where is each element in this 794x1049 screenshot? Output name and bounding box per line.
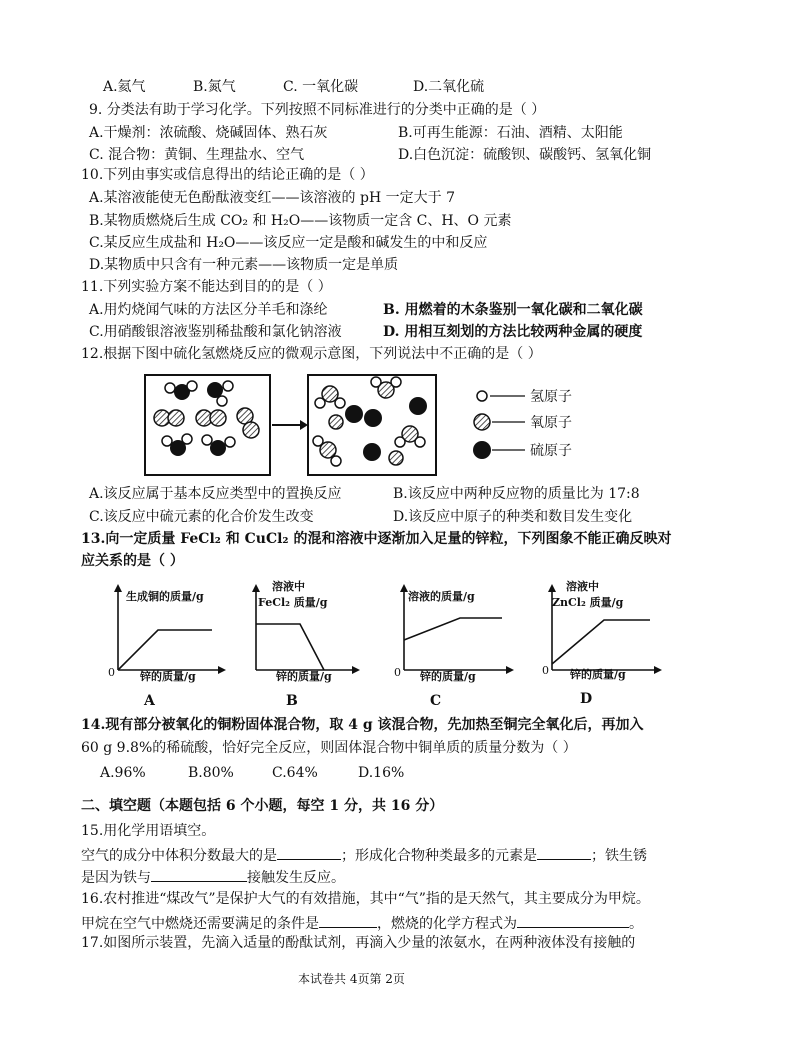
q11-option-c: C.用硝酸银溶液鉴别稀盐酸和氯化钠溶液: [89, 324, 342, 340]
page-footer: 本试卷共 4页第 2页: [298, 972, 405, 986]
legend-oxygen-symbol: [474, 414, 490, 430]
q14-option-d: D.16%: [358, 765, 405, 781]
q10-option-a: A.某溶液能使无色酚酞液变红——该溶液的 pH 一定大于 7: [89, 190, 455, 206]
graph-a-line: [118, 630, 212, 670]
q15-stem: 15.用化学用语填空。: [81, 823, 216, 839]
graph-a-letter: A: [144, 693, 155, 709]
legend-oxygen-label: 氧原子: [530, 415, 572, 431]
graph-b-line: [256, 624, 324, 670]
graph-d-xlabel: 锌的质量/g: [570, 668, 626, 681]
q13-stem-line1: 13.向一定质量 FeCl₂ 和 CuCl₂ 的混和溶液中逐渐加入足量的锌粒，下列图象不能正确反映对: [81, 531, 672, 547]
graph-d-origin: 0: [542, 664, 549, 677]
q15-blank-3[interactable]: [151, 867, 247, 882]
q12-option-d: D.该反应中原子的种类和数目发生变化: [393, 509, 633, 525]
q11-option-d: D. 用相互刻划的方法比较两种金属的硬度: [383, 324, 643, 340]
graph-c-line: [404, 618, 502, 640]
q12-option-c: C.该反应中硫元素的化合价发生改变: [89, 509, 314, 525]
q15-blank-2[interactable]: [537, 845, 591, 860]
graph-d-line: [552, 620, 650, 664]
graph-b-xlabel: 锌的质量/g: [276, 670, 332, 683]
q9-option-b: B.可再生能源：石油、酒精、太阳能: [398, 125, 623, 141]
legend-sulfur-label: 硫原子: [530, 443, 572, 459]
q9-option-d: D.白色沉淀：硫酸钡、碳酸钙、氢氧化铜: [398, 147, 652, 163]
graph-a-origin: 0: [108, 666, 115, 679]
q14-option-a: A.96%: [100, 765, 146, 781]
q14-stem-line2: 60 g 9.8%的稀硫酸，恰好完全反应，则固体混合物中铜单质的质量分数为（ ）: [81, 740, 577, 756]
q9-option-c: C. 混合物：黄铜、生理盐水、空气: [89, 147, 305, 163]
q16-line2: 甲烷在空气中燃烧还需要满足的条件是 ，燃烧的化学方程式为 。: [81, 913, 643, 933]
q10-stem: 10.下列由事实或信息得出的结论正确的是（ ）: [81, 167, 374, 183]
sulfur-atom: [364, 409, 382, 427]
q10-option-c: C.某反应生成盐和 H₂O——该反应一定是酸和碱发生的中和反应: [89, 235, 488, 251]
q10-option-d: D.某物质中只含有一种元素——该物质一定是单质: [89, 257, 399, 273]
section-2-heading: 二、填空题（本题包括 6 个小题，每空 1 分，共 16 分）: [81, 798, 444, 814]
graph-c-letter: C: [430, 693, 442, 709]
q12-stem: 12.根据下图中硫化氢燃烧反应的微观示意图，下列说法中不正确的是（ ）: [81, 346, 542, 362]
graph-d-ylabel-1: 溶液中: [566, 580, 599, 593]
q10-option-b: B.某物质燃烧后生成 CO₂ 和 H₂O——该物质一定含 C、H、O 元素: [89, 213, 512, 229]
q15-blank-1[interactable]: [277, 845, 341, 860]
legend-hydrogen-label: 氢原子: [530, 389, 572, 405]
q11-stem: 11.下列实验方案不能达到目的的是（ ）: [81, 279, 332, 295]
graph-b-letter: B: [286, 693, 298, 709]
q14-option-c: C.64%: [272, 765, 318, 781]
q8-option-d: D.二氧化硫: [413, 79, 485, 95]
legend-hydrogen-symbol: [477, 391, 487, 401]
q16-line1: 16.农村推进“煤改气”是保护大气的有效措施，其中“气”指的是天然气，其主要成分为甲烷。: [81, 891, 650, 907]
graph-b-ylabel-1: 溶液中: [272, 580, 305, 593]
sulfur-atom: [345, 405, 363, 423]
sulfur-atom: [363, 443, 381, 461]
graph-d-ylabel-2: ZnCl₂ 质量/g: [552, 596, 624, 609]
q16-blank-1[interactable]: [319, 913, 377, 928]
q17-line1: 17.如图所示装置，先滴入适量的酚酞试剂，再滴入少量的浓氨水，在两种液体没有接触的: [81, 935, 636, 951]
graph-d-letter: D: [580, 691, 593, 707]
q9-option-a: A.干燥剂：浓硫酸、烧碱固体、熟石灰: [89, 125, 328, 141]
q15-line1: 空气的成分中体积分数最大的是 ；形成化合物种类最多的元素是 ；铁生锈: [81, 845, 647, 865]
q13-stem-line2: 应关系的是（ ）: [81, 553, 184, 569]
graph-a-xlabel: 锌的质量/g: [140, 670, 196, 683]
q14-stem-line1: 14.现有部分被氧化的铜粉固体混合物，取 4 g 该混合物，先加热至铜完全氧化后，再加入: [81, 717, 644, 733]
q8-option-a: A.氦气: [103, 79, 146, 95]
q9-stem: 9. 分类法有助于学习化学。下列按照不同标准进行的分类中正确的是（ ）: [89, 102, 546, 118]
graph-c-ylabel: 溶液的质量/g: [408, 590, 475, 603]
q11-option-a: A.用灼烧闻气味的方法区分羊毛和涤纶: [89, 302, 328, 318]
q16-blank-2[interactable]: [517, 913, 629, 928]
legend-sulfur-symbol: [473, 441, 491, 459]
sulfur-atom: [409, 397, 427, 415]
graph-c-xlabel: 锌的质量/g: [420, 670, 476, 683]
q8-option-b: B.氮气: [193, 79, 236, 95]
q12-option-a: A.该反应属于基本反应类型中的置换反应: [89, 486, 342, 502]
graph-b-ylabel-2: FeCl₂ 质量/g: [258, 596, 328, 609]
q12-option-b: B.该反应中两种反应物的质量比为 17:8: [393, 486, 640, 502]
q11-option-b: B. 用燃着的木条鉴别一氧化碳和二氧化碳: [383, 302, 643, 318]
q8-option-c: C. 一氧化碳: [283, 79, 359, 95]
graph-a-ylabel: 生成铜的质量/g: [126, 590, 204, 603]
q15-line2: 是因为铁与 接触发生反应。: [81, 867, 345, 887]
graph-c-origin: 0: [394, 666, 401, 679]
q14-option-b: B.80%: [188, 765, 234, 781]
